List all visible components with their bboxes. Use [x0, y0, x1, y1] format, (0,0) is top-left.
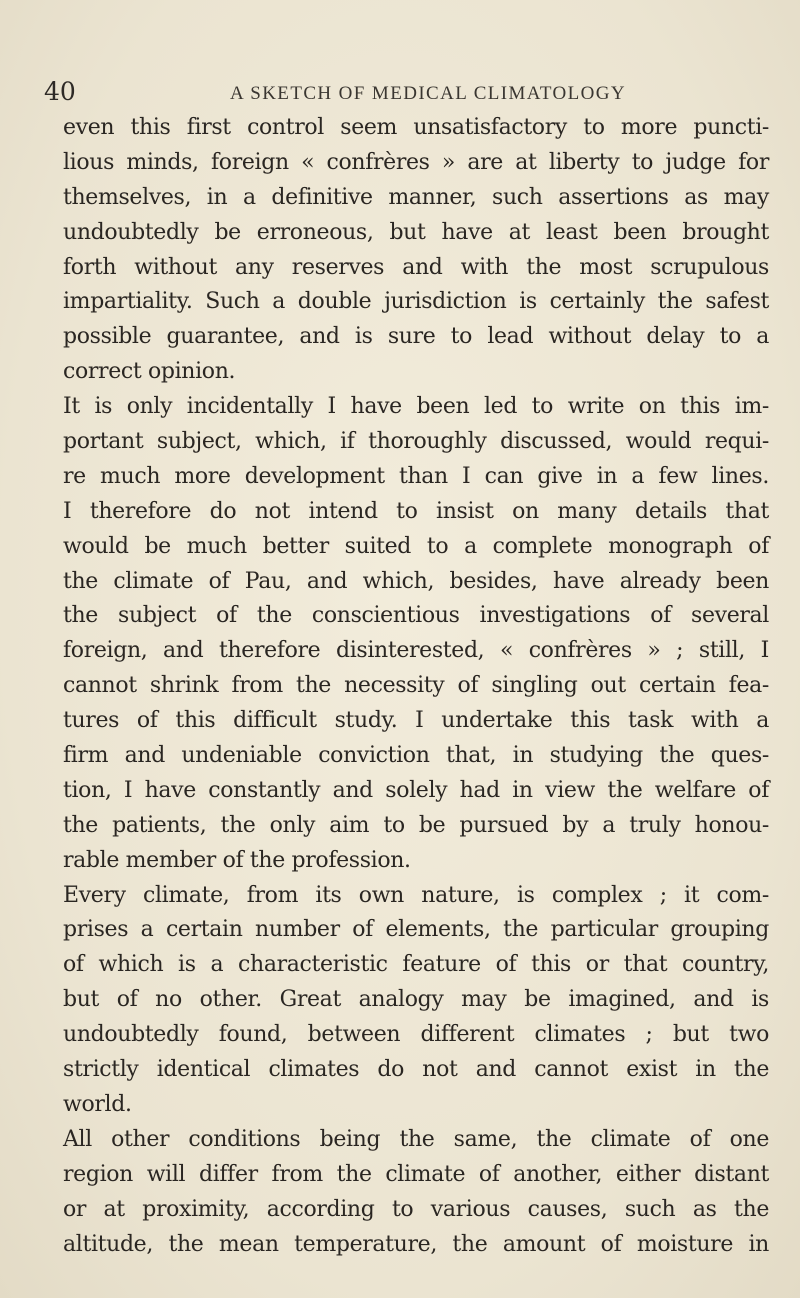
- text-line: or at proximity, according to various causes, such as the: [63, 1196, 769, 1222]
- text-line: the subject of the conscientious investigations of several: [63, 603, 769, 629]
- text-line: the climate of Pau, and which, besides, have already been: [63, 568, 769, 594]
- text-line: the patients, the only aim to be pursued by a truly honou-: [63, 812, 769, 838]
- text-line: altitude, the mean temperature, the amount of moisture in: [63, 1231, 769, 1257]
- text-line: All other conditions being the same, the climate of one: [63, 1126, 769, 1152]
- text-line: prises a certain number of elements, the particular grouping: [63, 917, 769, 943]
- text-line: undoubtedly be erroneous, but have at least been brought: [63, 219, 769, 245]
- page-number: 40: [44, 77, 76, 106]
- text-line: strictly identical climates do not and cannot exist in the: [63, 1057, 769, 1083]
- text-line: correct opinion.: [63, 359, 236, 385]
- text-line: foreign, and therefore disinterested, « confrères » ; still, I: [63, 638, 769, 664]
- body-text: [63, 111, 769, 1262]
- text-line: but of no other. Great analogy may be imagined, and is: [63, 987, 769, 1013]
- text-line: It is only incidentally I have been led to write on this im-: [63, 394, 769, 420]
- text-line: even this first control seem unsatisfactory to more puncti-: [63, 115, 769, 140]
- text-line: of which is a characteristic feature of this or that country,: [63, 952, 769, 978]
- text-line: Every climate, from its own nature, is complex ; it com-: [63, 882, 769, 908]
- text-line: region will differ from the climate of another, either distant: [63, 1161, 769, 1187]
- text-line: firm and undeniable conviction that, in studying the ques-: [63, 743, 769, 769]
- running-head: [44, 74, 756, 110]
- text-line: possible guarantee, and is sure to lead without delay to a: [63, 324, 769, 350]
- text-line: portant subject, which, if thoroughly discussed, would requi-: [63, 429, 769, 455]
- text-line: themselves, in a definitive manner, such assertions as may: [63, 184, 769, 210]
- running-title: A SKETCH OF MEDICAL CLIMATOLOGY: [230, 83, 626, 104]
- text-line: re much more development than I can give in a few lines.: [63, 463, 769, 489]
- text-line: impartiality. Such a double jurisdiction is certainly the safest: [63, 289, 769, 315]
- text-line: undoubtedly found, between different climates ; but two: [63, 1022, 769, 1048]
- text-line: world.: [63, 1091, 132, 1117]
- text-line: tion, I have constantly and solely had in view the welfare of: [63, 777, 769, 803]
- text-line: lious minds, foreign « confrères » are at liberty to judge for: [63, 149, 769, 175]
- text-line: cannot shrink from the necessity of singling out certain fea-: [63, 673, 769, 699]
- text-line: rable member of the profession.: [63, 847, 411, 873]
- text-line: I therefore do not intend to insist on many details that: [63, 498, 769, 524]
- text-line: forth without any reserves and with the most scrupulous: [63, 254, 769, 280]
- text-line: tures of this difficult study. I undertake this task with a: [63, 708, 769, 734]
- text-line: would be much better suited to a complete monograph of: [63, 533, 769, 559]
